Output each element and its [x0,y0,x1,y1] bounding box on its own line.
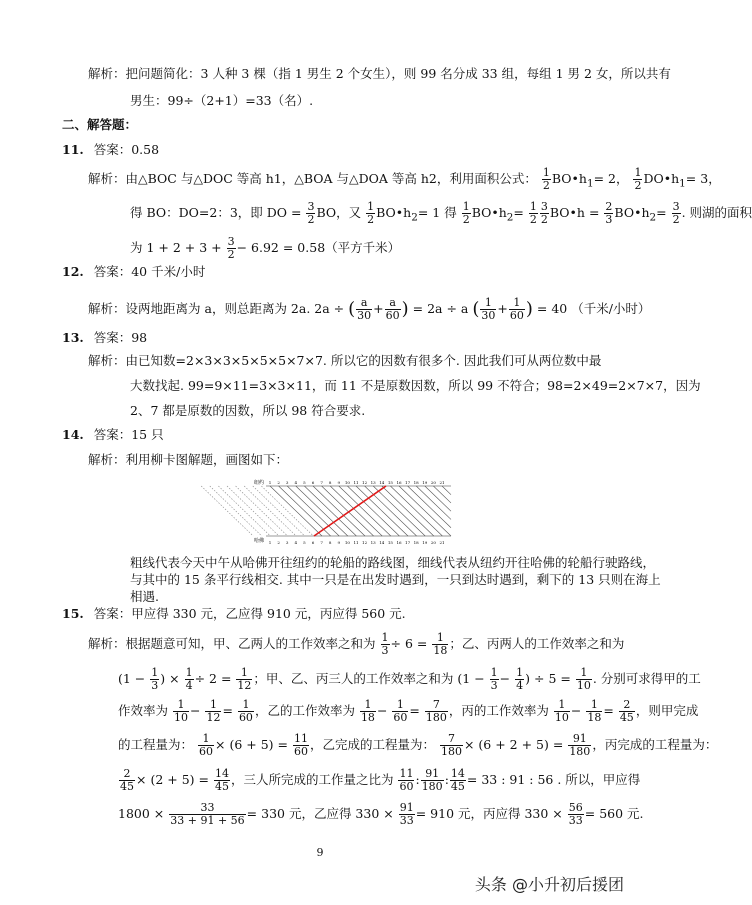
top-tick-label: 4 [294,480,298,485]
q15-text-4a: 的工程量为： [118,737,194,752]
bottom-tick-label: 8 [328,540,332,545]
top-tick-label: 8 [328,480,332,485]
q15-text-6c: = 910 元，丙应得 330 × [415,806,563,821]
thin-route-line [279,486,331,536]
top-tick-label: 17 [405,480,411,485]
q11-text-1d: DO•h [643,171,680,186]
q15-line6 [118,802,644,827]
frac-1-4: $\frac{1}{4}$ [516,666,524,692]
q11-sub-2: 2 [649,211,657,224]
frac-1-2: $\frac{1}{2}$ [462,200,470,226]
q11-text-2g: BO•h = [549,205,600,220]
q15-text-2e: ) ÷ 5 = [525,671,571,686]
top-tick-label: 12 [362,480,368,485]
q12-line1 [88,297,650,322]
q15-text-4c: ，乙完成的工程量为： [309,737,435,752]
frac-2-45: $\frac{2}{45}$ [619,698,634,724]
q14-line1 [88,452,288,468]
thin-route-line [442,486,451,495]
liuka-diagram [196,476,458,546]
frac-1-2: $\frac{1}{2}$ [367,200,375,226]
q14-desc-2: 与其中的 15 条平行线相交. 其中一只是在出发时遇到，一只到达时遇到，剩下的 13 只则在海上 [130,572,661,587]
q15-text-4b: × (6 + 5) = [215,737,288,752]
thin-route-line [339,486,391,536]
bottom-tick-label: 4 [294,540,298,545]
q11-text-2f: = [513,205,524,220]
equals-sign: = [222,703,233,718]
q15-line5 [118,768,640,793]
thin-route-line [408,486,451,528]
q11-text-2b: BO，又 [316,205,362,220]
equals-sign: = [603,703,614,718]
frac-7-180: $\frac{7}{180}$ [440,732,462,758]
q15-text-1b: ÷ 6 = [390,636,428,651]
thin-route-line [201,486,253,536]
top-tick-label: 20 [430,480,436,485]
bottom-tick-label: 5 [303,540,306,545]
q12-answer: 答案：40 千米/小时 [93,264,206,279]
q12-text-1a: 设两地距离为 a，则总距离为 2a. 2a ÷ [125,301,345,316]
q11-text-3a: 为 1 + 2 + 3 + [130,240,222,255]
q15-text-1c: ；乙、丙两人的工作效率之和为 [449,636,625,651]
q15-text-3a: 作效率为 [118,703,169,718]
frac-3-2: $\frac{3}{2}$ [307,200,315,226]
bottom-tick-label: 6 [311,540,315,545]
q15-text-4d: × (6 + 2 + 5) = [463,737,564,752]
frac-1-3: $\frac{1}{3}$ [490,666,498,692]
bottom-tick-label: 7 [320,540,323,545]
frac-1-12: $\frac{1}{12}$ [237,666,252,692]
thin-route-line [390,486,442,536]
q11-text-3b: − 6.92 = 0.58（平方千米） [236,240,401,255]
frac-1-3: $\frac{1}{3}$ [151,666,159,692]
q11-sub-1: 1 [679,177,686,190]
thin-route-line [244,486,296,536]
q12-number: 12. [62,264,84,279]
frac-11-60: $\frac{11}{60}$ [293,732,308,758]
paren-close: ) [401,298,409,320]
thin-route-line [425,486,451,511]
q15-text-5c: = 33 : 91 : 56 . 所以，甲应得 [466,772,641,787]
p1-line2: 男生：99÷（2+1）=33（名）. [130,93,314,108]
thin-route-line [218,486,270,536]
q12-text-1b: = 2a ÷ a [412,301,469,316]
thin-route-line [382,486,434,536]
frac-33-sum: $\frac{33}{33 + 91 + 56}$ [170,801,245,827]
q15-number: 15. [62,606,84,621]
q11-sub-2: 2 [506,211,514,224]
q13-line1 [88,353,601,369]
bottom-tick-label: 20 [430,540,436,545]
q11-text-1c: = 2， [593,171,629,186]
q14-desc-3: 相遇. [130,589,159,604]
bottom-tick-label: 17 [405,540,411,545]
q15-label: 解析： [88,636,126,651]
frac-3-2: $\frac{3}{2}$ [227,235,235,261]
q11-line3 [130,236,400,261]
bottom-tick-label: 13 [370,540,376,545]
minus-sign: − [570,703,582,718]
top-tick-label: 3 [285,480,289,485]
q15-line4 [118,733,717,758]
q11-sub-2: 2 [411,211,418,224]
q13-text-1: 由已知数=2×3×3×5×5×5×7×7. 所以它的因数有很多个. 因此我们可从两位数中最 [125,353,602,368]
frac-3-2: $\frac{3}{2}$ [540,200,548,226]
thin-route-line [373,486,425,536]
frac-1-2: $\frac{1}{2}$ [634,166,642,192]
q15-text-1a: 根据题意可知，甲、乙两人的工作效率之和为 [125,636,376,651]
frac-14-45: $\frac{14}{45}$ [450,767,465,793]
frac-1-60: $\frac{1}{60}$ [199,732,213,758]
frac-91-180: $\frac{91}{180}$ [421,767,443,793]
frac-1-30: $\frac{1}{30}$ [481,296,496,322]
q15-text-2c: ÷ 2 = [194,671,232,686]
bottom-tick-labels [269,540,445,545]
frac-1-10: $\frac{1}{10}$ [174,698,188,724]
frac-1-18: $\frac{1}{18}$ [360,698,375,724]
q15-text-6a: 1800 × [118,806,165,821]
q13-answer-line [62,330,147,346]
q11-line1 [88,167,721,192]
q13-line2: 大数找起. 99=9×11=3×3×11，而 11 不是原数因数，所以 99 不符合；98=2×49=2×7×7，因为 [130,378,701,393]
thin-route-line [210,486,262,536]
q14-label: 解析： [88,452,126,467]
frac-1-18: $\frac{1}{18}$ [587,698,602,724]
thin-route-line [253,486,305,536]
q15-text-4e: ，丙完成的工程量为： [592,737,718,752]
frac-1-10: $\frac{1}{10}$ [554,698,569,724]
q14-answer: 答案：15 只 [93,427,164,442]
thin-route-line [322,486,374,536]
frac-2-45: $\frac{2}{45}$ [120,767,134,793]
q11-answer-line [62,142,159,158]
ratio-colon: : [444,772,449,787]
paren-open: ( [348,298,356,320]
top-tick-label: 9 [337,480,341,485]
top-tick-label: 5 [303,480,306,485]
paren-open: ( [472,298,480,320]
q15-text-5a: × (2 + 5) = [136,772,209,787]
q15-text-6d: = 560 元. [584,806,644,821]
q12-text-1c: = 40 （千米/小时） [536,301,651,316]
top-tick-label: 15 [387,480,393,485]
thick-route-line [314,486,386,536]
p1-line1 [88,66,671,82]
q12-answer-line [62,264,205,280]
paren-close: ) [525,298,533,320]
frac-1-2: $\frac{1}{2}$ [529,200,537,226]
ratio-colon: : [415,772,420,787]
bottom-tick-label: 16 [396,540,402,545]
q15-line1 [88,632,624,657]
top-tick-label: 19 [422,480,428,485]
minus-sign: − [499,671,511,686]
bottom-tick-label: 15 [387,540,393,545]
q15-answer: 答案：甲应得 330 元，乙应得 910 元，丙应得 560 元. [93,606,406,621]
plus-sign: + [497,301,508,316]
top-tick-label: 16 [396,480,402,485]
bottom-label: 哈佛 [254,538,265,544]
thin-route-line [261,486,313,536]
q11-sub-1: 1 [586,177,594,190]
frac-1-4: $\frac{1}{4}$ [185,666,193,692]
bottom-tick-label: 9 [337,540,341,545]
top-tick-label: 2 [277,480,280,485]
q15-text-6b: = 330 元，乙应得 330 × [246,806,394,821]
thin-route-line [347,486,399,536]
frac-7-180: $\frac{7}{180}$ [425,698,447,724]
bottom-tick-label: 14 [379,540,385,545]
frac-1-12: $\frac{1}{12}$ [206,698,221,724]
q11-answer: 答案：0.58 [93,142,160,157]
top-tick-label: 14 [379,480,385,485]
thin-route-line [236,486,288,536]
thin-route-line [313,486,365,536]
top-tick-label: 18 [413,480,419,485]
q14-desc-1: 粗线代表今天中午从哈佛开往纽约的轮船的路线图，细线代表从纽约开往哈佛的轮船行驶路线， [130,555,656,570]
q15-text-2f: . 分别可求得甲的工 [592,671,701,686]
frac-91-33: $\frac{91}{33}$ [399,801,414,827]
q15-text-3e: ，丙的工作效率为 [448,703,549,718]
q11-line2 [130,201,752,226]
thin-route-line [399,486,451,536]
q14-answer-line [62,427,164,443]
thin-route-line [433,486,451,503]
q11-text-2h: BO•h [614,205,650,220]
q13-answer: 答案：98 [93,330,148,345]
bottom-tick-label: 10 [344,540,350,545]
thin-route-line [287,486,339,536]
frac-1-3: $\frac{1}{3}$ [381,631,389,657]
top-tick-label: 7 [320,480,323,485]
bottom-tick-label: 1 [268,540,272,545]
top-tick-label: 10 [344,480,350,485]
frac-11-60: $\frac{11}{60}$ [399,767,414,793]
thin-route-line [416,486,451,519]
q11-text-2i: = [656,205,667,220]
frac-a-30: $\frac{a}{30}$ [357,296,372,322]
q12-label: 解析： [88,301,126,316]
q14-text-1: 利用柳卡图解题，画图如下： [125,452,289,467]
bottom-tick-label: 21 [439,540,445,545]
watermark: 头条 @小升初后援团 [474,875,624,894]
top-label: 纽约 [254,480,265,486]
q13-label: 解析： [88,353,126,368]
q11-label: 解析： [88,171,126,186]
q11-text-2j: . 则湖的面积 [681,205,752,220]
bottom-tick-label: 18 [413,540,419,545]
p1-label: 解析： [88,66,126,81]
thin-route-line [296,486,348,536]
q11-text-2c: BO•h [376,205,412,220]
top-tick-label: 11 [353,480,359,485]
section-title: 二、解答题： [62,117,138,132]
frac-1-2: $\frac{1}{2}$ [542,166,550,192]
q15-line2 [118,667,701,692]
frac-1-60: $\frac{1}{60}$ [238,698,253,724]
q15-text-3f: ，则甲完成 [635,703,699,718]
q15-text-2a: (1 − [118,671,146,686]
bottom-tick-label: 3 [285,540,289,545]
frac-a-60: $\frac{a}{60}$ [385,296,400,322]
q15-text-2b: ) × [160,671,180,686]
bottom-tick-label: 12 [362,540,368,545]
thin-route-line [227,486,279,536]
bottom-tick-label: 19 [422,540,428,545]
frac-1-60: $\frac{1}{60}$ [393,698,408,724]
page-number: 9 [316,846,324,859]
frac-1-18: $\frac{1}{18}$ [433,631,448,657]
q11-text-1b: BO•h [551,171,587,186]
q15-text-5b: ，三人所完成的工作量之比为 [230,772,394,787]
q15-text-2d: ；甲、乙、丙三人的工作效率之和为 (1 − [253,671,485,686]
bottom-tick-label: 11 [353,540,359,545]
plus-sign: + [373,301,384,316]
q14-number: 14. [62,427,84,442]
q13-line3: 2、7 都是原数的因数，所以 98 符合要求. [130,403,366,418]
frac-2-3: $\frac{2}{3}$ [605,200,613,226]
frac-56-33: $\frac{56}{33}$ [568,801,583,827]
q15-text-3d: ，乙的工作效率为 [254,703,355,718]
p1-text-1: 把问题简化：3 人种 3 棵（指 1 男生 2 个女生），则 99 名分成 33 组，每组 1 男 2 女，所以共有 [125,66,671,81]
frac-14-45: $\frac{14}{45}$ [214,767,229,793]
minus-sign: − [376,703,388,718]
q11-text-1e: = 3， [685,171,721,186]
q11-number: 11. [62,142,84,157]
equals-sign: = [409,703,420,718]
top-tick-label: 13 [370,480,376,485]
minus-sign: − [190,703,201,718]
top-tick-label: 6 [311,480,315,485]
frac-1-10: $\frac{1}{10}$ [576,666,591,692]
thin-route-line [365,486,417,536]
top-tick-label: 21 [439,480,445,485]
q11-text-2d: = 1 得 [417,205,457,220]
q11-text-1a: 由△BOC 与△DOC 等高 h1，△BOA 与△DOA 等高 h2，利用面积公式： [125,171,537,186]
frac-1-60: $\frac{1}{60}$ [509,296,524,322]
bottom-tick-label: 2 [277,540,280,545]
thin-route-line [270,486,322,536]
q13-number: 13. [62,330,84,345]
q11-text-2a: 得 BO：DO=2：3，即 DO = [130,205,302,220]
frac-91-180: $\frac{91}{180}$ [569,732,591,758]
frac-3-2: $\frac{3}{2}$ [672,200,680,226]
q15-answer-line [62,606,406,622]
q15-line3 [118,699,698,724]
q11-text-2e: BO•h [471,205,507,220]
top-tick-labels [269,480,445,485]
top-tick-label: 1 [268,480,272,485]
thin-route-line [356,486,408,536]
